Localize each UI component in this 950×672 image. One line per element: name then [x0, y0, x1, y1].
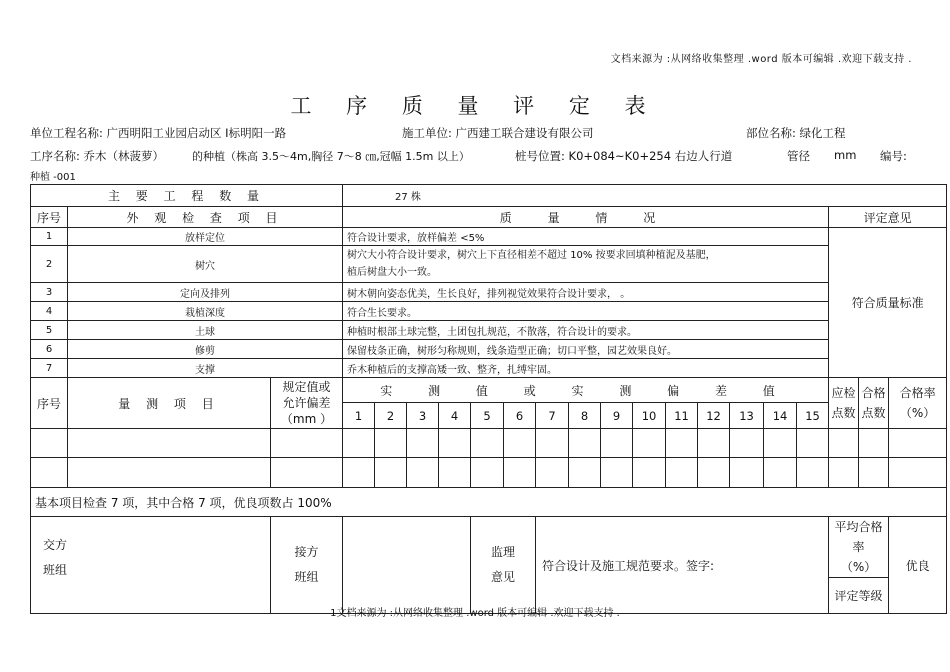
opinion-value: 符合质量标准 [829, 228, 947, 378]
table-row [31, 228, 947, 246]
receiver-label [271, 517, 343, 614]
measure-number: 10 [633, 403, 666, 429]
pipe-unit: mm [834, 148, 857, 162]
project-name: 单位工程名称: 广西明阳工业园启动区 Ⅰ标明阳一路 [30, 126, 287, 140]
measure-col-rate [889, 378, 947, 429]
measure-number: 11 [666, 403, 698, 429]
pass-line-2: 点数 [861, 406, 886, 420]
summary-text: 基本项目检查 7 项，其中合格 7 项，优良项数占 100% [31, 488, 947, 517]
receiver-line-1: 接方 [294, 545, 319, 559]
grade-value: 优良 [889, 517, 947, 614]
handover-line-1: 交方 [43, 538, 68, 552]
station: 桩号位置: K0+084~K0+254 右边人行道 [515, 149, 733, 163]
measure-number: 8 [569, 403, 601, 429]
row-item: 修剪 [68, 340, 343, 359]
receiver-line-2: 班组 [294, 570, 319, 584]
measure-col-values: 实 测 值 或 实 测 偏 差 值 [343, 378, 829, 403]
receiver-sign-cell [343, 517, 471, 614]
empty-measure-row [31, 458, 947, 488]
table-row [31, 283, 947, 302]
row-quality: 树木朝向姿态优美，生长良好，排列视觉效果符合设计要求， 。 [343, 283, 829, 302]
supervisor-line-1: 监理 [491, 545, 516, 559]
grade-label: 评定等级 [829, 578, 889, 614]
row-item: 放样定位 [68, 228, 343, 246]
tolerance-line-1: 规定值或 [282, 380, 331, 394]
row-number: 3 [31, 283, 68, 302]
empty-measure-row [31, 429, 947, 458]
serial-value: 种植 -001 [30, 172, 76, 183]
row-quality-line-1: 树穴大小符合设计要求，树穴上下直径相差不超过 10% 按要求回填种植泥及基肥， [347, 250, 716, 261]
handover-cell [31, 517, 271, 614]
main-quantity-label: 主 要 工 程 数 量 [31, 185, 343, 207]
appearance-col-opinion: 评定意见 [829, 207, 947, 228]
supervisor-label [471, 517, 536, 614]
contractor: 施工单位: 广西建工联合建设有限公司 [402, 126, 594, 140]
measure-number: 3 [407, 403, 439, 429]
row-quality: 符合设计要求，放样偏差 <5% [343, 228, 829, 246]
measure-number: 6 [504, 403, 536, 429]
measure-number: 13 [730, 403, 764, 429]
table-row [31, 246, 947, 283]
rate-line-2: （%） [899, 406, 936, 420]
table-row [31, 359, 947, 378]
measure-col-check [829, 378, 859, 429]
measure-col-pass [859, 378, 889, 429]
check-line-2: 点数 [831, 406, 856, 420]
tolerance-line-2: 允许偏差 [282, 396, 331, 410]
main-quantity-value: 27 株 [343, 185, 947, 207]
row-number: 7 [31, 359, 68, 378]
avg-rate-line-2: （%） [840, 560, 877, 574]
avg-rate-line-1: 平均合格率 [834, 520, 883, 554]
handover-line-2: 班组 [43, 563, 68, 577]
measure-number: 14 [764, 403, 797, 429]
measure-number: 5 [471, 403, 504, 429]
row-item: 栽植深度 [68, 302, 343, 321]
avg-rate-label [829, 517, 889, 578]
row-quality: 保留枝条正确，树形匀称规则，线条造型正确；切口平整，园艺效果良好。 [343, 340, 829, 359]
page-title: 工 序 质 量 评 定 表 [290, 94, 660, 118]
row-item: 土球 [68, 321, 343, 340]
part-name: 部位名称: 绿化工程 [746, 126, 846, 140]
serial-label: 编号: [880, 149, 907, 163]
header-note: 文档来源为 :从网络收集整理 .word 版本可编辑 .欢迎下载支持 . [610, 54, 912, 65]
measure-number: 7 [536, 403, 569, 429]
row-number: 6 [31, 340, 68, 359]
appearance-col-quality: 质 量 情 况 [343, 207, 829, 228]
pass-line-1: 合格 [861, 386, 886, 400]
row-quality-line-2: 植后树盘大小一致。 [347, 267, 438, 278]
appearance-col-item: 外 观 检 查 项 目 [68, 207, 343, 228]
measure-number: 4 [439, 403, 471, 429]
check-line-1: 应检 [831, 386, 856, 400]
row-quality: 符合生长要求。 [343, 302, 829, 321]
measure-number: 12 [698, 403, 730, 429]
supervisor-opinion: 符合设计及施工规范要求。签字: [536, 517, 829, 614]
row-number: 1 [31, 228, 68, 246]
measure-number: 2 [375, 403, 407, 429]
row-quality [343, 246, 829, 283]
quality-table [30, 184, 947, 614]
measure-number: 9 [601, 403, 633, 429]
handover-label [43, 533, 67, 583]
row-number: 2 [31, 246, 68, 283]
row-item: 支撑 [68, 359, 343, 378]
table-row [31, 340, 947, 359]
table-row [31, 302, 947, 321]
measure-number: 15 [797, 403, 829, 429]
appearance-col-index: 序号 [31, 207, 68, 228]
rate-line-1: 合格率 [899, 386, 936, 400]
pipe-diameter: 管径 [787, 149, 810, 163]
measure-col-tolerance [271, 378, 343, 429]
row-number: 5 [31, 321, 68, 340]
measure-number: 1 [343, 403, 375, 429]
tolerance-line-3: （mm ） [280, 412, 333, 426]
measure-col-item: 量 测 项 目 [68, 378, 271, 429]
row-quality: 种植时根部土球完整，土团包扎规范，不散落，符合设计的要求。 [343, 321, 829, 340]
row-quality: 乔木种植后的支撑高矮一致、整齐，扎缚牢固。 [343, 359, 829, 378]
row-item: 树穴 [68, 246, 343, 283]
process-name: 工序名称: 乔木（林菠萝） [30, 149, 165, 163]
row-number: 4 [31, 302, 68, 321]
process-detail: 的种植（株高 3.5～4m,胸径 7～8 ㎝,冠幅 1.5m 以上） [192, 150, 470, 163]
table-row [31, 321, 947, 340]
row-item: 定向及排列 [68, 283, 343, 302]
footer-note: 1文档来源为 :从网络收集整理 .word 版本可编辑 .欢迎下载支持 . [330, 608, 620, 619]
measure-col-index: 序号 [31, 378, 68, 429]
supervisor-line-2: 意见 [491, 570, 516, 584]
